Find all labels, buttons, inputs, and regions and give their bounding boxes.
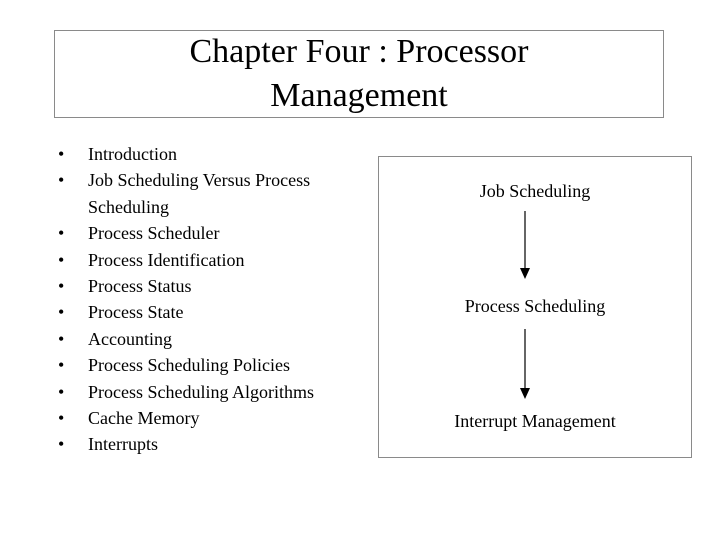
arrow-job-to-process (520, 211, 530, 279)
list-item (58, 273, 358, 299)
list-item (58, 141, 358, 167)
slide-title-line-1: Chapter Four : Processor (189, 33, 529, 70)
bullet-icon: • (58, 328, 65, 349)
list-item-text: Cache Memory (88, 408, 200, 429)
flow-step-interrupt-management: Interrupt Management (454, 411, 616, 431)
arrow-process-to-interrupt (520, 329, 530, 399)
list-item-text: Interrupts (88, 434, 158, 455)
list-item (58, 405, 358, 431)
list-item-text: Job Scheduling Versus Process Scheduling (88, 170, 311, 217)
scheduling-flow-diagram (378, 156, 692, 458)
list-item (58, 431, 358, 457)
list-item-text: Accounting (88, 328, 172, 349)
slide-title-line-2: Management (270, 77, 448, 114)
list-item (58, 299, 358, 325)
bullet-icon: • (58, 381, 65, 402)
bullet-icon: • (58, 302, 65, 323)
list-item (58, 352, 358, 378)
bullet-icon: • (58, 276, 65, 297)
bullet-icon: • (58, 249, 65, 270)
list-item-text: Introduction (88, 144, 177, 164)
flow-step-job-scheduling: Job Scheduling (479, 181, 591, 201)
bullet-icon: • (58, 355, 65, 376)
list-item-text: Process Scheduler (88, 223, 220, 244)
topic-list (58, 141, 358, 458)
bullet-icon: • (58, 170, 65, 191)
list-item-text: Process Identification (88, 249, 245, 270)
list-item-text: Process State (88, 302, 184, 323)
list-item (58, 326, 358, 352)
list-item-text: Process Scheduling Policies (88, 355, 290, 376)
bullet-icon: • (58, 144, 65, 164)
bullet-icon: • (58, 408, 65, 429)
list-item (58, 167, 358, 220)
list-item (58, 220, 358, 246)
list-item (58, 379, 358, 405)
list-item (58, 247, 358, 273)
flow-step-process-scheduling: Process Scheduling (464, 296, 606, 316)
list-item-text: Process Status (88, 276, 192, 297)
list-item-text: Process Scheduling Algorithms (88, 381, 314, 402)
bullet-icon: • (58, 223, 65, 244)
title-box (54, 30, 664, 118)
bullet-icon: • (58, 434, 65, 455)
